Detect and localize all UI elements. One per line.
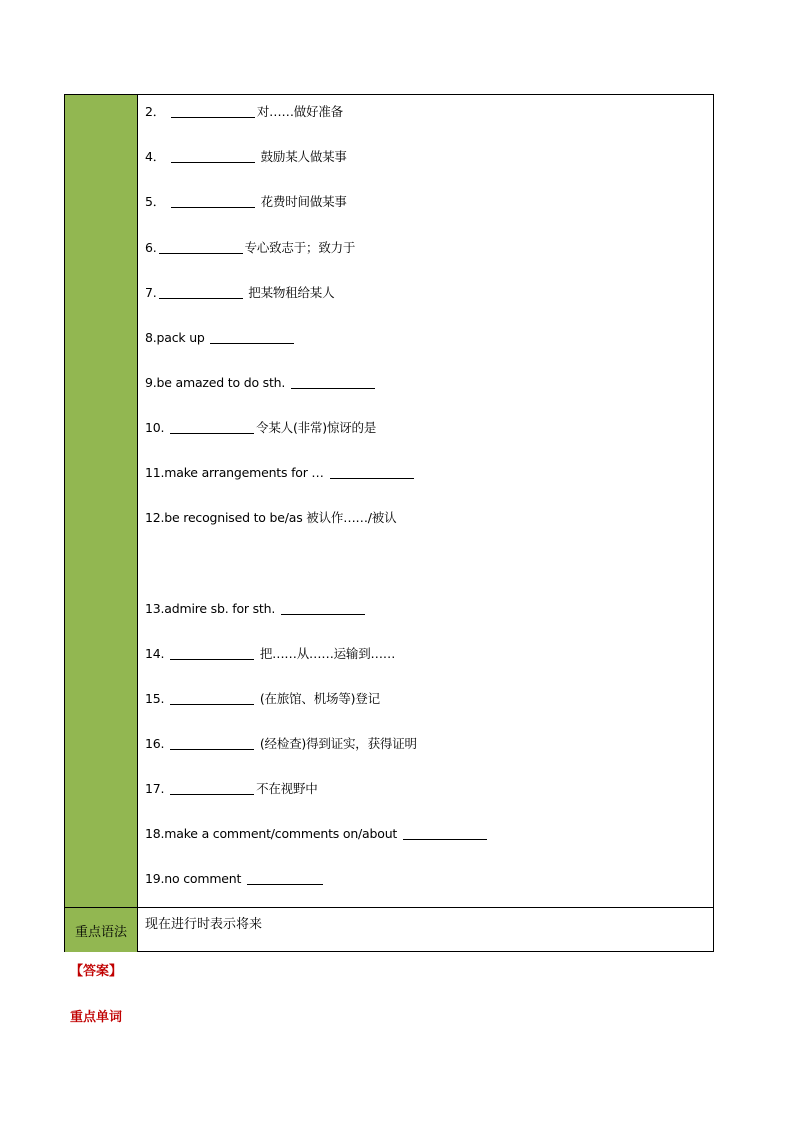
phrase-item: 18.make a comment/comments on/about — [145, 825, 489, 843]
answer-blank[interactable] — [281, 614, 365, 615]
answer-blank[interactable] — [171, 162, 255, 163]
phrase-item: 13.admire sb. for sth. — [145, 600, 367, 618]
section-label-cell — [65, 95, 138, 907]
answer-blank[interactable] — [171, 117, 255, 118]
phrase-item: 16. (经检查)得到证实，获得证明 — [145, 736, 417, 751]
answer-blank[interactable] — [159, 253, 243, 254]
phrase-item: 5． 花费时间做某事 — [145, 194, 347, 209]
phrase-item: 8.pack up — [145, 329, 296, 347]
answer-blank[interactable] — [171, 207, 255, 208]
grammar-text: 现在进行时表示将来 — [145, 917, 263, 932]
answer-blank[interactable] — [170, 794, 254, 795]
answer-blank[interactable] — [403, 839, 487, 840]
answer-blank[interactable] — [170, 659, 254, 660]
answer-blank[interactable] — [170, 749, 254, 750]
phrase-item: 19.no comment — [145, 870, 325, 888]
answer-blank[interactable] — [170, 704, 254, 705]
phrase-item: 10. 令某人(非常)惊讶的是 — [145, 420, 377, 435]
phrase-item: 7. 把某物租给某人 — [145, 285, 335, 300]
answer-blank[interactable] — [247, 884, 323, 885]
phrase-item: 6. 专心致志于；致力于 — [145, 240, 356, 255]
phrase-item: 12.be recognised to be/as 被认作……/被认 — [145, 510, 397, 525]
phrase-item: 17. 不在视野中 — [145, 781, 318, 796]
answer-blank[interactable] — [159, 298, 243, 299]
answer-blank[interactable] — [170, 433, 254, 434]
answer-heading: 【答案】 — [70, 964, 123, 979]
phrase-item: 14. 把……从……运输到…… — [145, 646, 396, 661]
phrase-item: 2． 对……做好准备 — [145, 104, 343, 119]
phrase-item: 15. (在旅馆、机场等)登记 — [145, 691, 380, 706]
phrase-item: 11.make arrangements for … — [145, 464, 416, 482]
exercise-table — [64, 94, 714, 952]
grammar-label: 重点语法 — [65, 908, 138, 952]
phrase-item: 9.be amazed to do sth. — [145, 374, 377, 392]
answer-blank[interactable] — [210, 343, 294, 344]
answer-blank[interactable] — [330, 478, 414, 479]
phrase-item: 4． 鼓励某人做某事 — [145, 149, 347, 164]
answer-blank[interactable] — [291, 388, 375, 389]
vocab-heading: 重点单词 — [70, 1010, 123, 1025]
